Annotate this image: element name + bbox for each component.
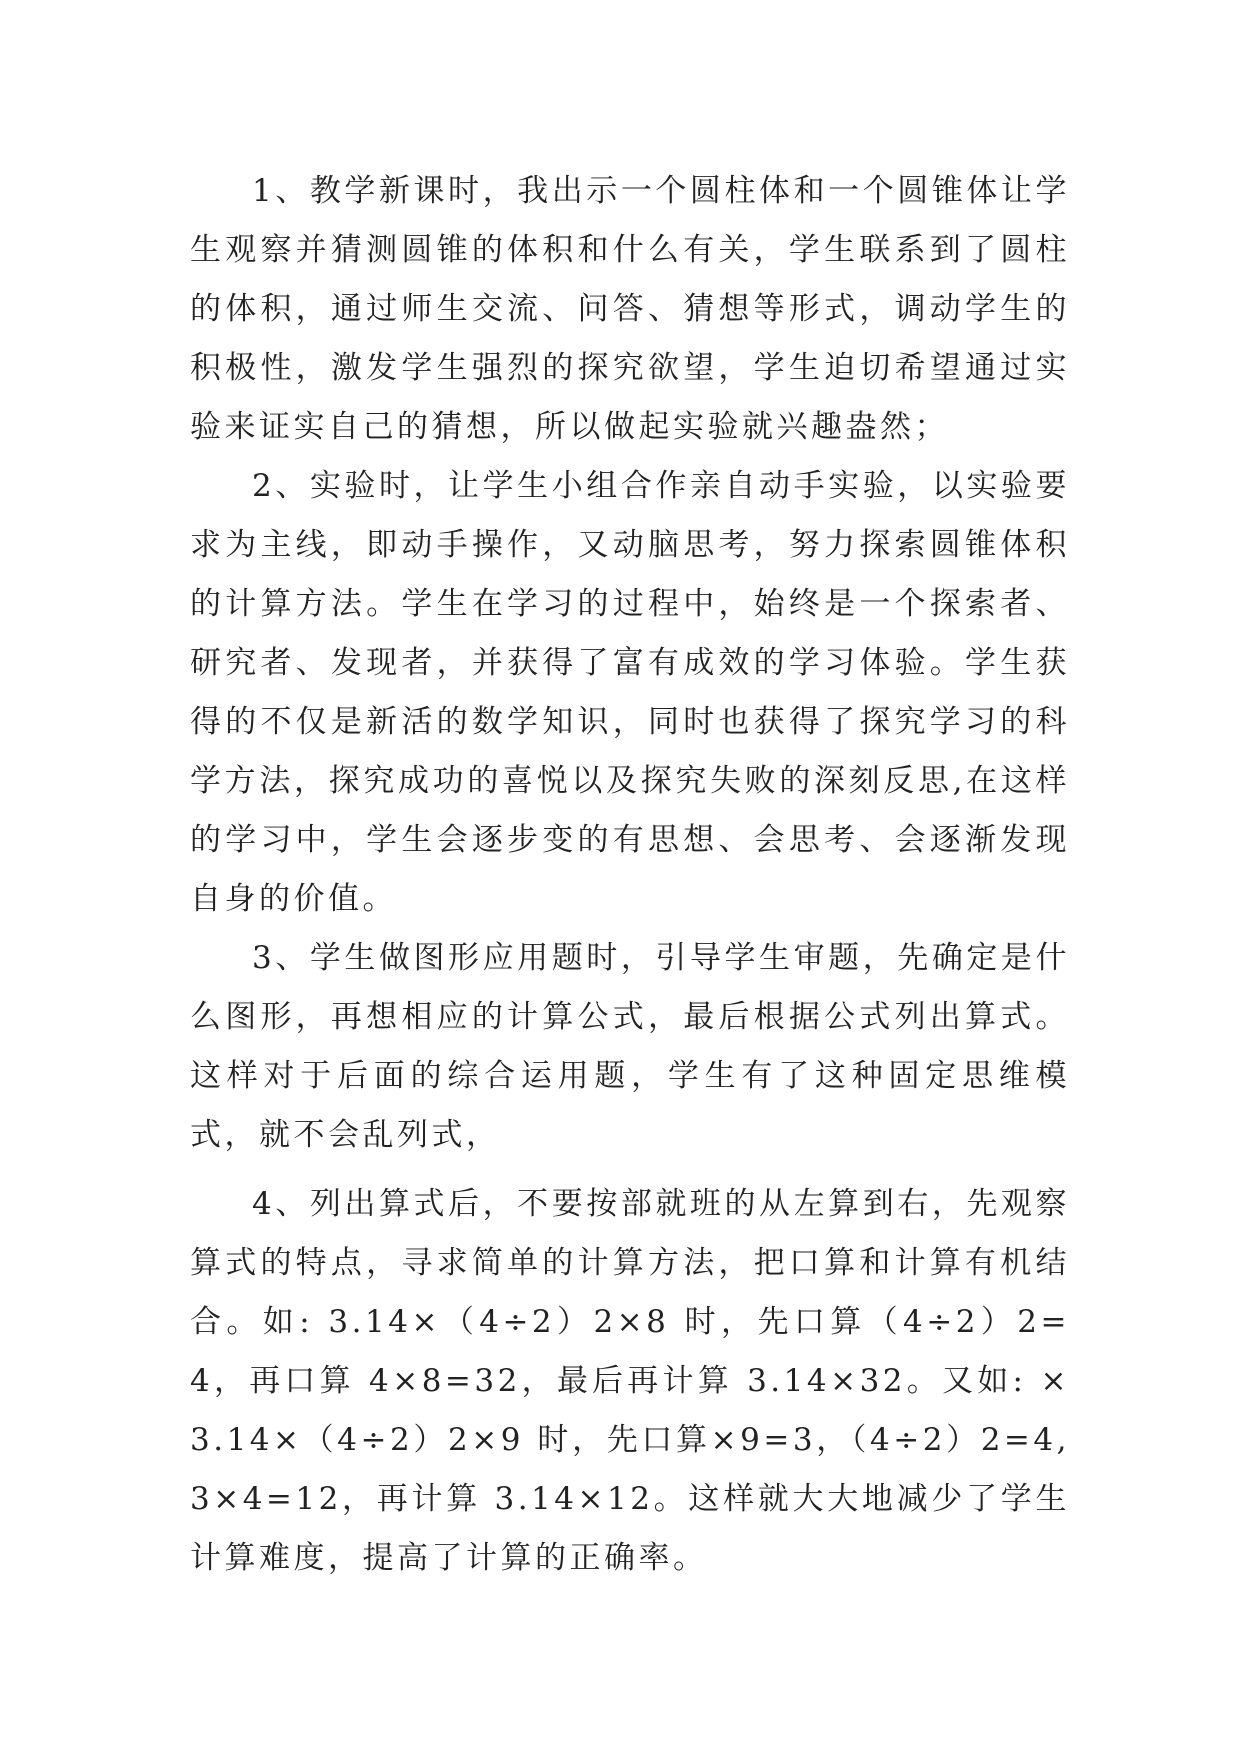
paragraph-1: 1、教学新课时，我出示一个圆柱体和一个圆锥体让学生观察并猜测圆锥的体积和什么有关，学生联系到了圆柱的体积，通过师生交流、问答、猜想等形式，调动学生的积极性，激发学生强烈的探究欲望，学生迫切希望通过实验来证实自己的猜想，所以做起实验就兴趣盎然； xyxy=(190,173,1070,445)
paragraph-2: 2、实验时，让学生小组合作亲自动手实验，以实验要求为主线，即动手操作，又动脑思考，努力探索圆锥体积的计算方法。学生在学习的过程中，始终是一个探索者、研究者、发现者，并获得了富有成效的学习体验。学生获得的不仅是新活的数学知识，同时也获得了探究学习的科学方法，探究成功的喜悦以及探究失败的深刻反思,在这样的学习中，学生会逐步变的有思想、会思考、会逐渐发现自身的价值。 xyxy=(190,468,1070,917)
paragraph-4: 4、列出算式后，不要按部就班的从左算到右，先观察算式的特点，寻求简单的计算方法，把口算和计算有机结合。如: 3.14×（4÷2）2×8 时，先口算（4÷2）2=4，再口算 4×8=32，最后再计算 3.14×32。又如: ×3.14×（4÷2）2×9 时，先口算×9=3，（4÷2）2=4,3×4=12，再计算 3.14×12。这样就大大地减少了学生计算难度，提高了计算的正确率。 xyxy=(190,1186,1070,1576)
document-body xyxy=(190,162,1070,1588)
paragraph-3: 3、学生做图形应用题时，引导学生审题，先确定是什么图形，再想相应的计算公式，最后根据公式列出算式。这样对于后面的综合运用题，学生有了这种固定思维模式，就不会乱列式， xyxy=(190,940,1070,1153)
paragraph-spacer xyxy=(190,1165,1070,1175)
